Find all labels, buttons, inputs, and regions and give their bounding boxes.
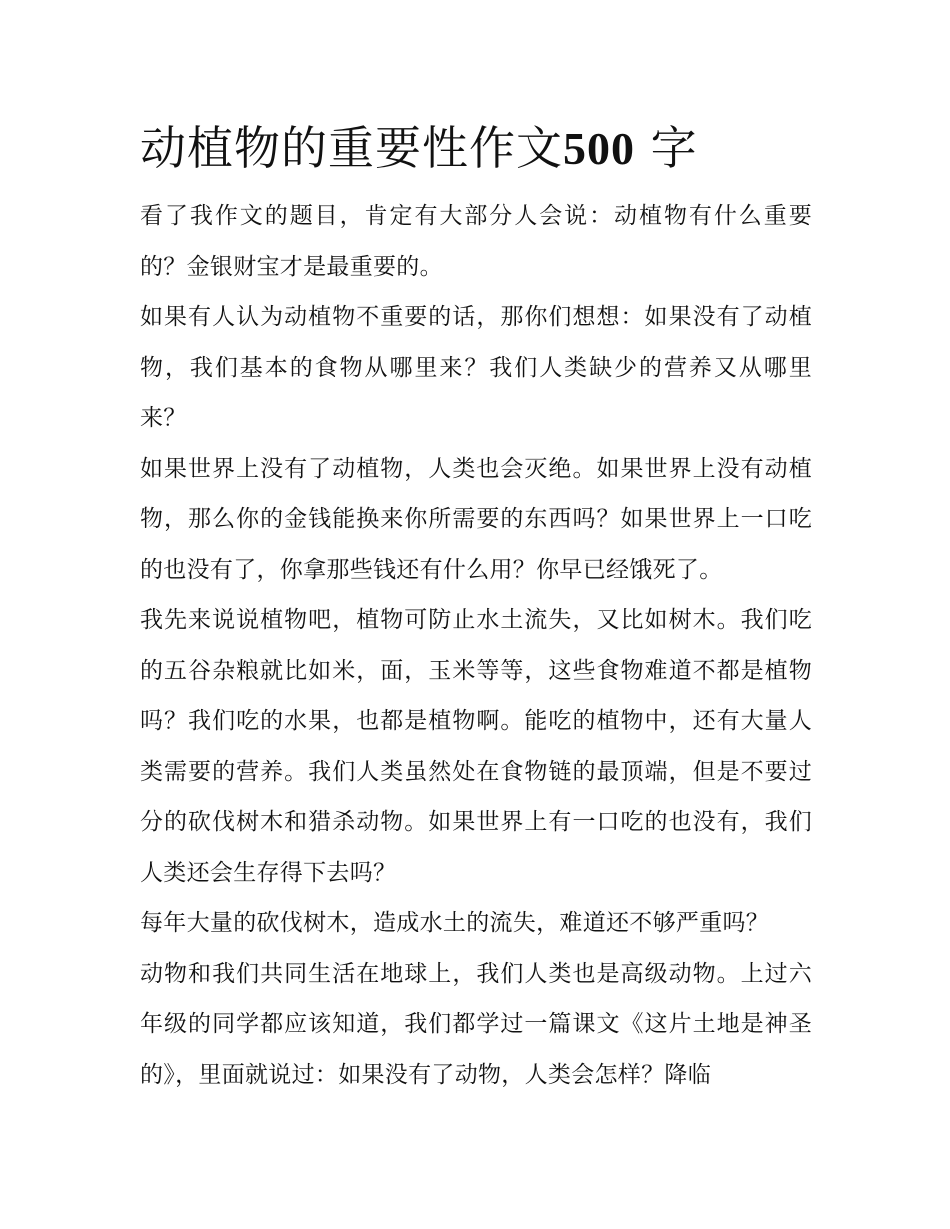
paragraph-3: 如果世界上没有了动植物，人类也会灭绝。如果世界上没有动植物，那么你的金钱能换来你所需要的东西吗？如果世界上一口吃的也没有了，你拿那些钱还有什么用？你早已经饿死了。 xyxy=(140,455,812,583)
paragraph-5: 每年大量的砍伐树木，造成水土的流失，难道还不够严重吗？ xyxy=(140,910,770,936)
title-text: 动植物的重要性作文 xyxy=(140,121,563,175)
paragraph-6: 动物和我们共同生活在地球上，我们人类也是高级动物。上过六年级的同学都应该知道，我们都学过一篇课文《这片土地是神圣的》，里面就说过：如果没有了动物，人类会怎样？降临 xyxy=(140,960,812,1088)
title-number: 500 xyxy=(563,123,635,174)
paragraph-1: 看了我作文的题目，肯定有大部分人会说：动植物有什么重要的？金银财宝才是最重要的。 xyxy=(140,203,812,280)
paragraph-4: 我先来说说植物吧，植物可防止水土流失，又比如树木。我们吃的五谷杂粮就比如米，面，玉米等等，这些食物难道不都是植物吗？我们吃的水果，也都是植物啊。能吃的植物中，还有大量人类需要的营养。我们人类虽然处在食物链的最顶端，但是不要过分的砍伐树木和猎杀动物。如果世界上有一口吃的也没有，我们人类还会生存得下去吗？ xyxy=(140,607,812,886)
title-suffix: 字 xyxy=(650,121,698,175)
document-page xyxy=(140,120,812,1100)
document-title xyxy=(140,120,812,177)
paragraph-2: 如果有人认为动植物不重要的话，那你们想想：如果没有了动植物，我们基本的食物从哪里来？我们人类缺少的营养又从哪里来？ xyxy=(140,304,812,431)
